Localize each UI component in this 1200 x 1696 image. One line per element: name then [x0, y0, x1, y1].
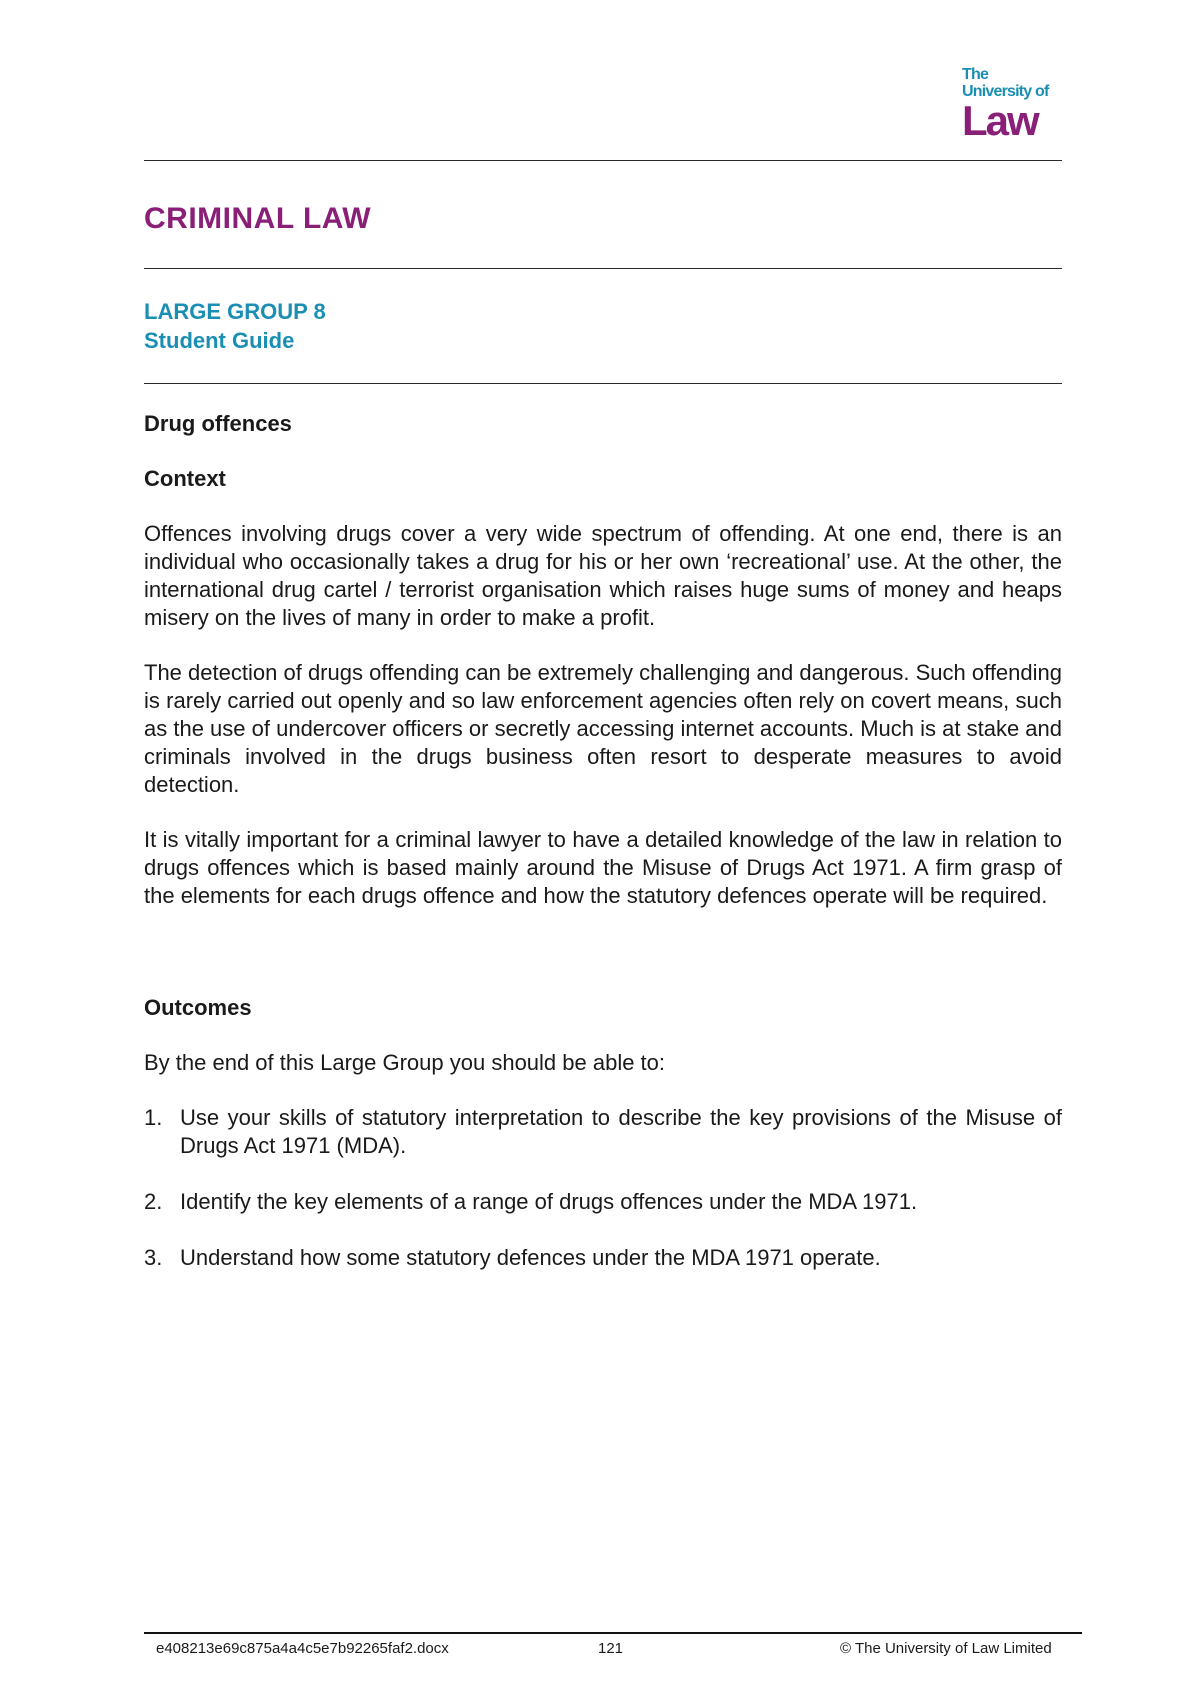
context-heading: Context	[144, 466, 226, 491]
list-item-text: Identify the key elements of a range of drugs offences under the MDA 1971.	[180, 1189, 918, 1214]
footer-copyright: © The University of Law Limited	[840, 1640, 1052, 1657]
topic-heading: Drug offences	[144, 411, 292, 436]
header-rule-top	[144, 160, 1062, 161]
logo-line-law: Law	[962, 97, 1038, 144]
list-item	[144, 1244, 1062, 1272]
list-item-number: 1.	[144, 1105, 163, 1130]
list-item-text: Understand how some statutory defences under the MDA 1971 operate.	[180, 1245, 881, 1270]
context-paragraph-2: The detection of drugs offending can be extremely challenging and dangerous. Such offending is rarely carried out openly and so law enforcement agencies often rely on covert means, such as the use of undercover officers or secretly accessing internet accounts. Much is at stake and criminals involved in the drugs business often resort to desperate measures to avoid detection.	[144, 660, 1062, 797]
outcomes-list	[144, 1104, 1062, 1272]
student-guide-label: Student Guide	[144, 328, 295, 353]
header-rule-bottom	[144, 383, 1062, 384]
page-title: CRIMINAL LAW	[144, 202, 372, 235]
list-item	[144, 1104, 1062, 1160]
large-group-label: LARGE GROUP 8	[144, 299, 326, 324]
outcomes-intro: By the end of this Large Group you should be able to:	[144, 1050, 666, 1075]
logo-line-university: University of	[962, 83, 1049, 100]
university-logo	[962, 66, 1062, 148]
list-item-number: 3.	[144, 1245, 163, 1270]
footer-rule	[144, 1632, 1082, 1634]
subtitle-block	[144, 297, 326, 355]
header-rule-middle	[144, 268, 1062, 269]
list-item-text: Use your skills of statutory interpretation to describe the key provisions of the Misuse of Drugs Act 1971 (MDA).	[180, 1105, 1062, 1158]
footer-filename: e408213e69c875a4a4c5e7b92265faf2.docx	[156, 1640, 449, 1657]
context-paragraph-3: It is vitally important for a criminal lawyer to have a detailed knowledge of the law in relation to drugs offences which is based mainly around the Misuse of Drugs Act 1971. A firm grasp of the elements for each drugs offence and how the statutory defences operate will be required.	[144, 827, 1062, 908]
logo-line-the: The	[962, 66, 989, 83]
outcomes-heading: Outcomes	[144, 995, 252, 1020]
list-item-number: 2.	[144, 1189, 163, 1214]
list-item	[144, 1188, 1062, 1216]
main-content	[144, 410, 1062, 1300]
context-paragraph-1: Offences involving drugs cover a very wide spectrum of offending. At one end, there is an individual who occasionally takes a drug for his or her own ‘recreational’ use. At the other, the international drug cartel / terrorist organisation which raises huge sums of money and heaps misery on the lives of many in order to make a profit.	[144, 521, 1062, 630]
footer-page-number: 121	[598, 1640, 624, 1657]
